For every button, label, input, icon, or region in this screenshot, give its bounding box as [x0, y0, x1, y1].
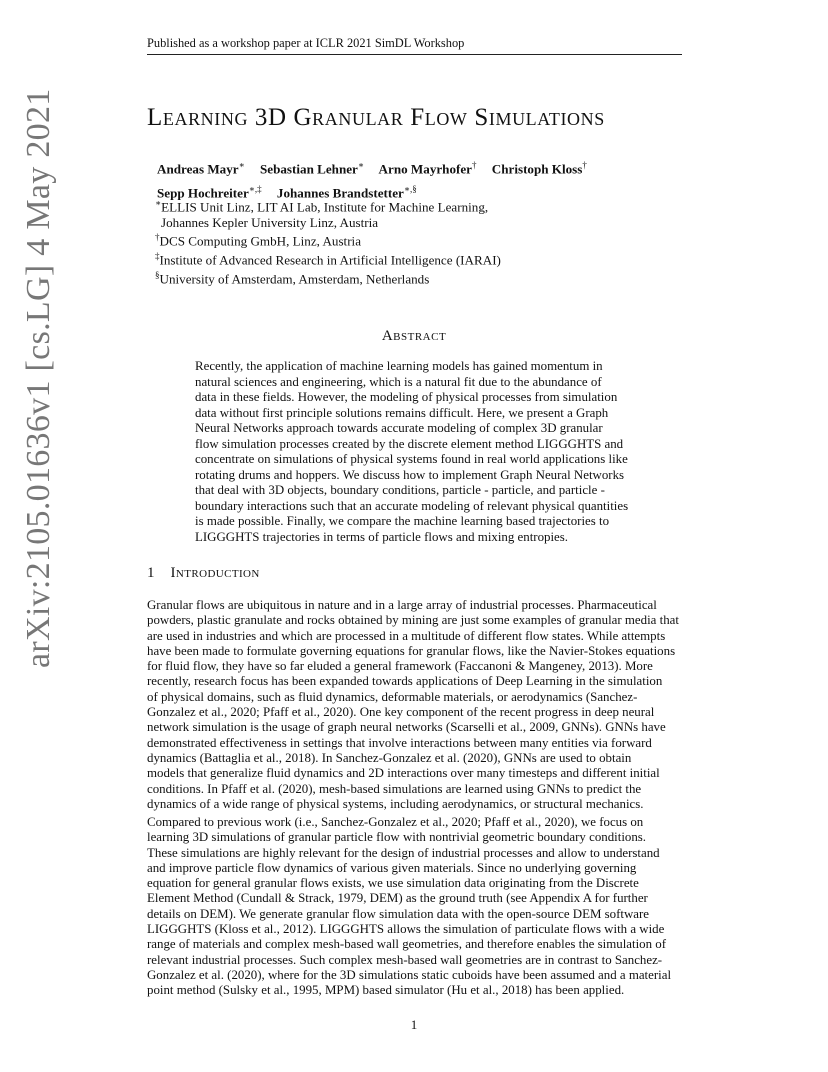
- affiliation: [155, 249, 501, 268]
- body-line: relevant industrial processes. Such complex mesh-based wall geometries are in contrast to Sanchez-: [147, 952, 663, 967]
- body-line: LIGGGHTS (Kloss et al., 2012). LIGGGHTS allows the simulation of particulate flows with a wide: [147, 922, 665, 937]
- paragraph-1: [147, 598, 683, 812]
- body-line: for fluid flow, they have so far eluded a general framework (Faccanoni & Mangeney, 2013). More: [147, 659, 653, 674]
- body-line: Element Method (Cundall & Strack, 1979, DEM) as the ground truth (see Appendix A for further: [147, 891, 648, 906]
- body-line: and improve particle flow dynamics of various given materials. Since no underlying governing: [147, 860, 637, 875]
- body-line: These simulations are highly relevant for the design of industrial processes and allow to understand: [147, 845, 660, 860]
- body-line: Compared to previous work (i.e., Sanchez-Gonzalez et al., 2020; Pfaff et al., 2020), we focus on: [147, 815, 644, 829]
- author-mark: ∗: [357, 160, 364, 170]
- abstract-line: flow simulation processes created by the discrete element method LIGGGHTS and: [195, 436, 624, 451]
- section-title: Introduction: [170, 565, 260, 581]
- body-line: conditions. In Pfaff et al. (2020), mesh-based simulations are learned using GNNs to predict the: [147, 781, 642, 796]
- author-name: Sebastian Lehner: [260, 161, 358, 177]
- section-number: 1: [147, 565, 155, 581]
- paragraph-2: [147, 815, 683, 999]
- body-line: Gonzalez et al. (2020), where for the 3D simulations static cuboids have been assumed and a material: [147, 967, 672, 982]
- affiliation-mark: †: [155, 232, 160, 243]
- abstract-body: [195, 359, 635, 545]
- body-line: equation for general granular flows exists, we use simulation data originating from the Discrete: [147, 876, 639, 891]
- affiliation: [155, 230, 501, 249]
- affiliation-mark: ‡: [155, 251, 160, 262]
- abstract-line: boundary interactions such that an accurate modeling of relevant physical quantities: [195, 498, 629, 513]
- author-mark: ∗,§: [403, 184, 417, 195]
- abstract-line: natural sciences and engineering, which is a natural fit due to the abundance of: [195, 374, 602, 389]
- body-line: range of materials and complex mesh-based wall geometries, and therefore enables the simulation of: [147, 937, 667, 952]
- body-line: Gonzalez et al., 2020; Pfaff et al., 2020). One key component of the recent progress in deep neural: [147, 705, 655, 720]
- author-name: Sepp Hochreiter: [157, 185, 249, 201]
- author-mark: ∗: [238, 160, 245, 170]
- affiliation-list: [155, 196, 501, 287]
- affiliation: [155, 215, 501, 231]
- affiliation: [155, 196, 501, 215]
- header-rule: [147, 54, 682, 55]
- affiliation-text: University of Amsterdam, Amsterdam, Netherlands: [159, 271, 430, 287]
- abstract-line: that deal with 3D objects, boundary conditions, particle - particle, and particle -: [195, 483, 605, 497]
- body-line: Granular flows are ubiquitous in nature and in a large array of industrial processes. Pharmaceutical: [147, 598, 657, 612]
- author-name: Christoph Kloss: [491, 161, 583, 177]
- affiliation: [155, 268, 501, 287]
- author-mark: †: [472, 160, 477, 170]
- abstract-line: LIGGGHTS trajectories in terms of particle flows and mixing entropies.: [195, 529, 569, 544]
- body-line: powders, plastic granulate and rocks obtained by mining are just some examples of granular media that: [147, 613, 679, 628]
- page-number: 1: [410, 1017, 418, 1032]
- affiliation-text: ELLIS Unit Linz, LIT AI Lab, Institute for Machine Learning,: [161, 199, 489, 215]
- author-mark: ∗,‡: [248, 184, 262, 195]
- author-line: [157, 155, 587, 179]
- abstract-line: concentrate on simulations of physical systems found in real world applications like: [195, 452, 628, 466]
- affiliation-text: Johannes Kepler University Linz, Austria: [161, 214, 379, 230]
- arxiv-sidebar-stamp: arXiv:2105.01636v1 [cs.LG] 4 May 2021: [20, 88, 57, 668]
- running-header: Published as a workshop paper at ICLR 2021 SimDL Workshop: [147, 36, 465, 50]
- abstract-heading: Abstract: [381, 328, 447, 344]
- affiliation-mark: §: [155, 270, 160, 281]
- body-line: demonstrated effectiveness in settings that involve interactions between many entities via forward: [147, 735, 652, 750]
- author-name: Arno Mayrhofer: [378, 161, 472, 177]
- affiliation-text: Institute of Advanced Research in Artificial Intelligence (IARAI): [159, 252, 501, 268]
- abstract-line: Recently, the application of machine learning models has gained momentum in: [195, 359, 603, 373]
- abstract-line: is made possible. Finally, we compare the machine learning based trajectories to: [195, 514, 610, 528]
- body-line: have been made to formulate governing equations for granular flows, like the Navier-Stokes equations: [147, 643, 676, 658]
- author-name: Andreas Mayr: [157, 161, 239, 177]
- body-line: are used in industries and which are processed in a multitude of different flow states. While attempts: [147, 628, 666, 643]
- author-mark: †: [582, 160, 587, 170]
- section-heading: [147, 565, 260, 582]
- body-line: models that generalize fluid dynamics and 2D interactions over many timesteps and different initial: [147, 766, 660, 781]
- body-line: dynamics of a wide range of physical systems, including aerodynamics, or structural mechanics.: [147, 796, 644, 811]
- abstract-line: Neural Networks approach towards accurate modeling of complex 3D granular: [195, 421, 603, 435]
- body-line: recently, research focus has been expanded towards applications of Deep Learning in the simulation: [147, 674, 663, 689]
- affiliation-mark: ∗: [155, 198, 162, 208]
- body-line: details on DEM). We generate granular flow simulation data with the open-source DEM software: [147, 906, 650, 921]
- author-name: Johannes Brandstetter: [276, 185, 404, 201]
- abstract-line: data in these fields. However, the modeling of physical processes from simulation: [195, 390, 618, 404]
- affiliation-text: DCS Computing GmbH, Linz, Austria: [159, 233, 362, 249]
- paper-title: Learning 3D Granular Flow Simulations: [147, 104, 605, 131]
- body-line: dynamics (Battaglia et al., 2018). In Sanchez-Gonzalez et al. (2020), GNNs are used to obtain: [147, 750, 632, 765]
- body-line: learning 3D simulations of granular particle flow with nontrivial geometric boundary conditions.: [147, 830, 647, 845]
- abstract-line: rotating drums and hoppers. We discuss how to implement Graph Neural Networks: [195, 467, 625, 482]
- body-line: of physical domains, such as fluid dynamics, deformable materials, or aerodynamics (Sanchez-: [147, 689, 638, 704]
- abstract-line: data without first principle solutions remains difficult. Here, we present a Graph: [195, 405, 609, 420]
- body-line: network simulation is the usage of graph neural networks (Scarselli et al., 2009, GNNs). GNNs have: [147, 720, 666, 735]
- body-line: point method (Sulsky et al., 1995, MPM) based simulator (Hu et al., 2018) has been applied.: [147, 983, 625, 998]
